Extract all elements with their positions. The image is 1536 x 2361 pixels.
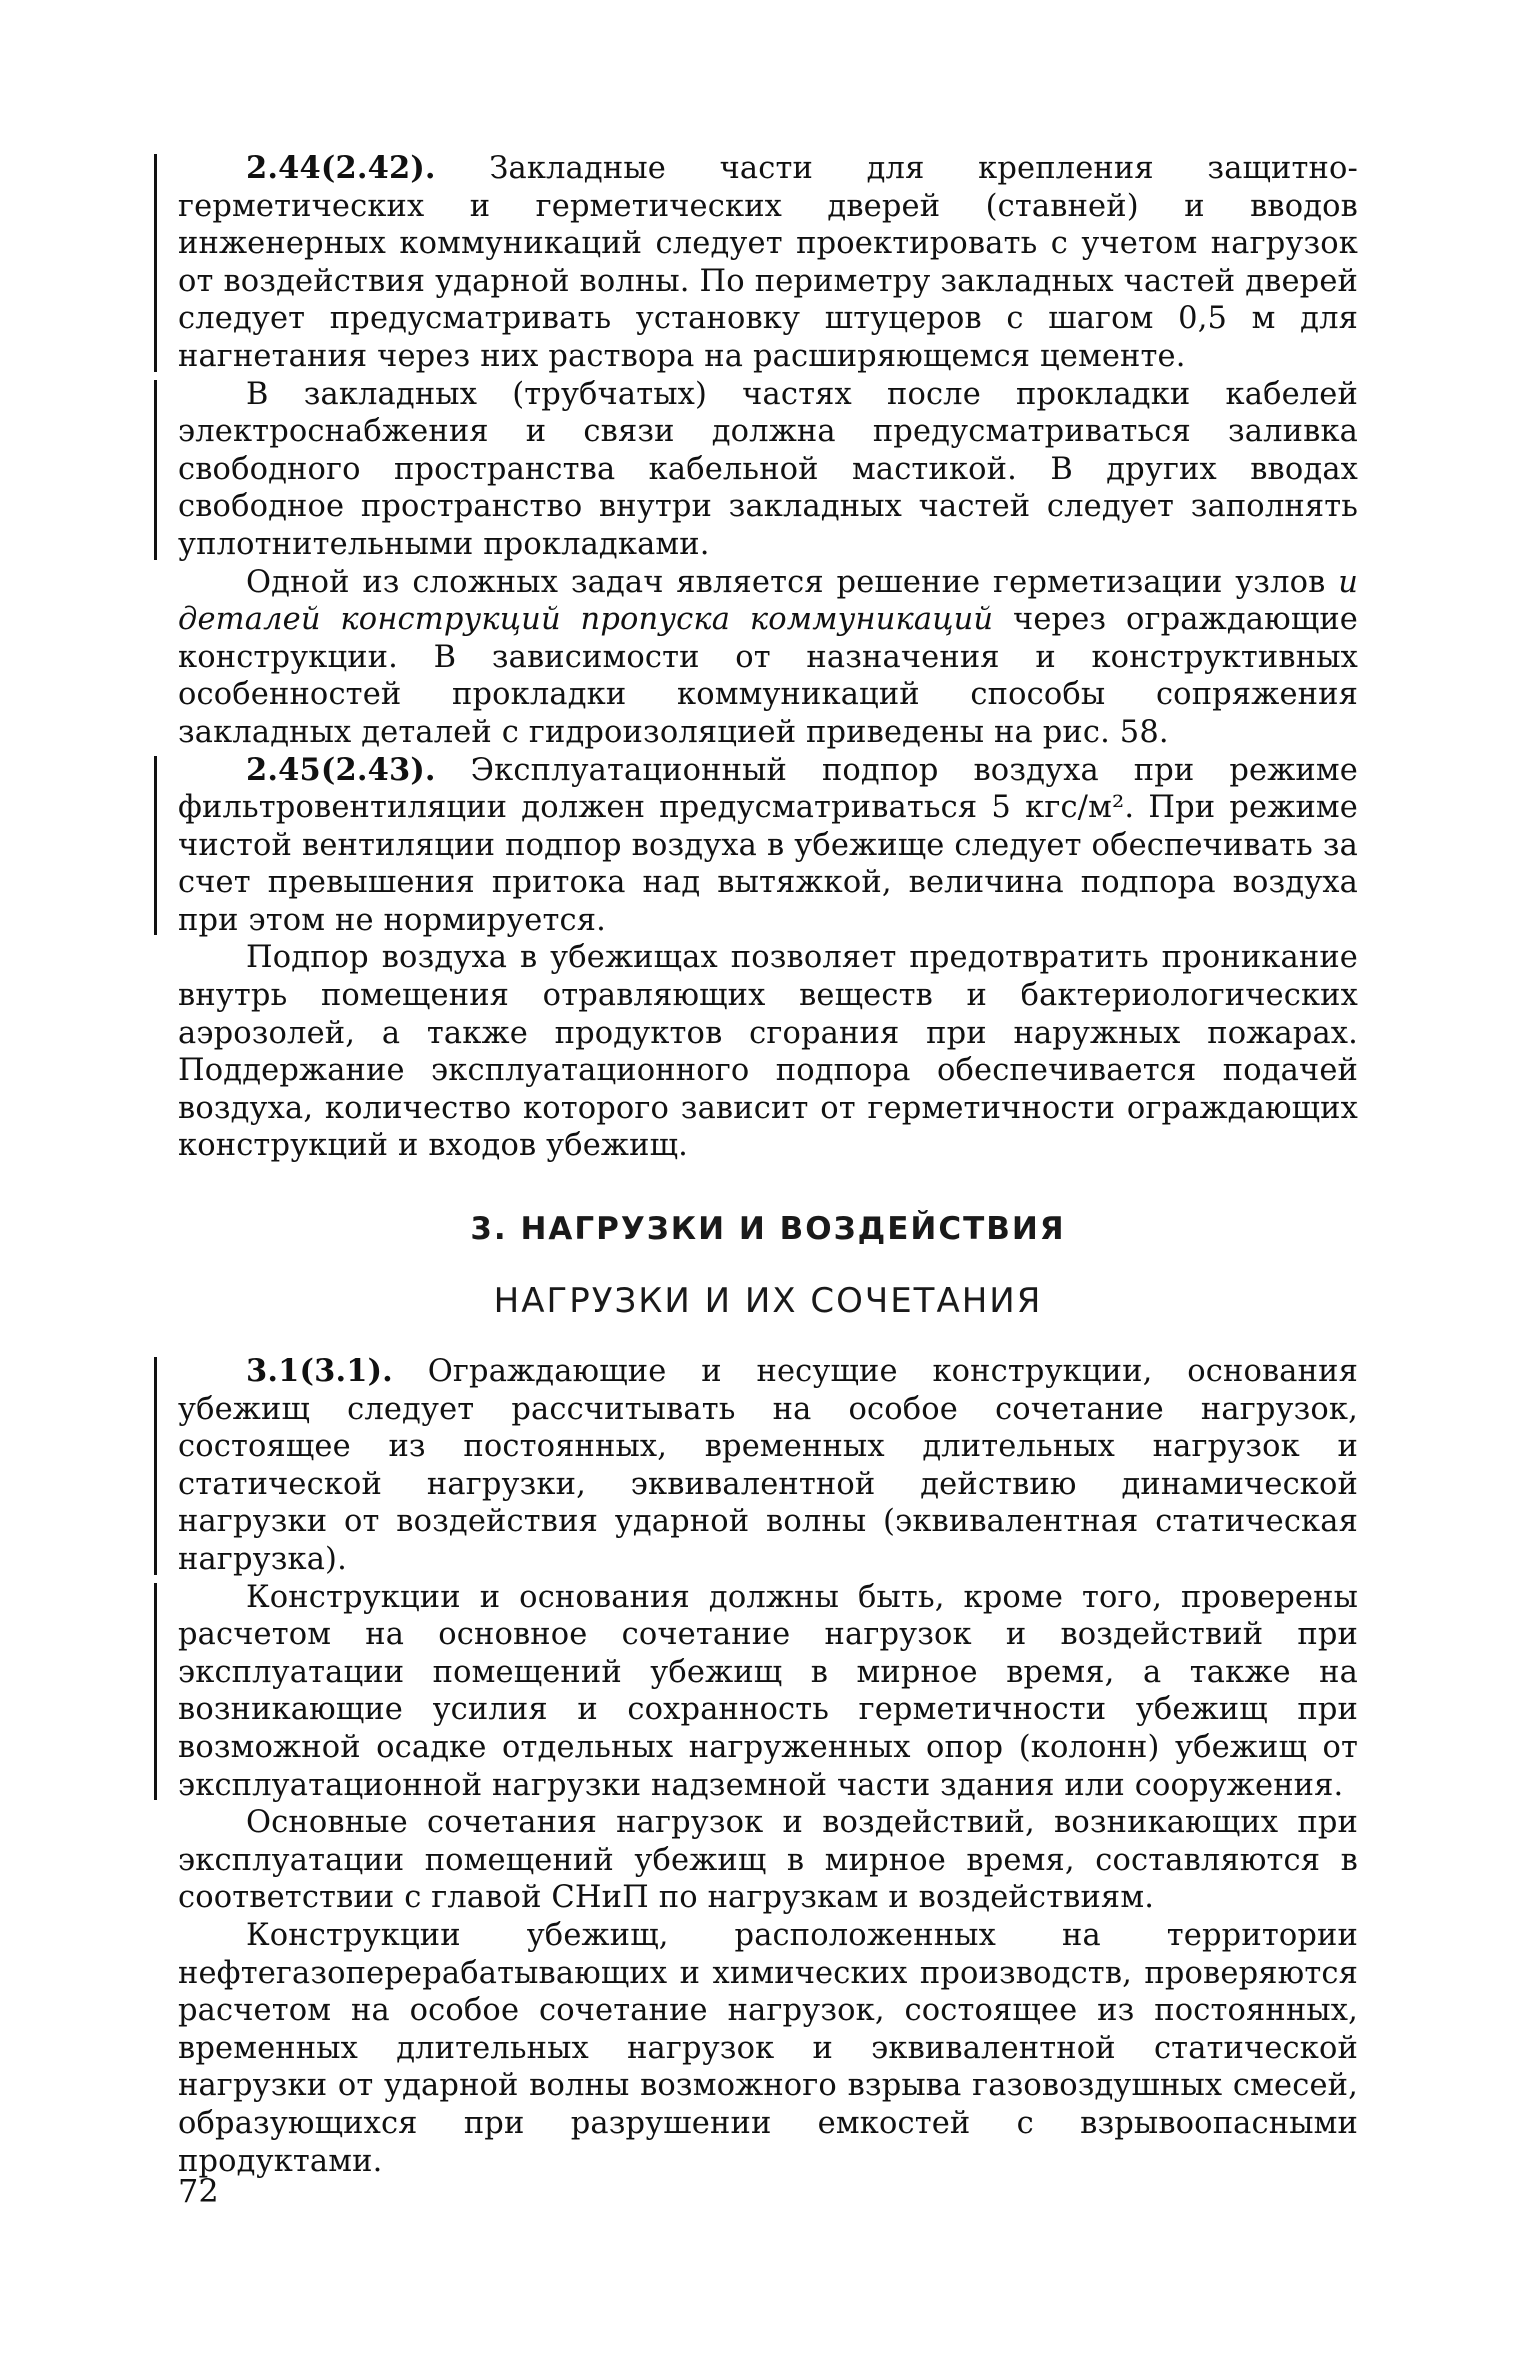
paragraph-3-1: [178, 1353, 1358, 1579]
paragraph-text: Ограждающие и несущие конструкции, основания убежищ следует рассчитывать на особое сочетание нагрузок, состоящее из постоянных, временных длительных нагрузок и статической нагрузки, эквивалентной действию динамической нагрузки от воздействия ударной волны (эквивалентная статическая нагрузка).: [178, 1354, 1358, 1577]
page-body: [178, 150, 1358, 2180]
section-heading: 3. НАГРУЗКИ И ВОЗДЕЙСТВИЯ: [470, 1211, 1066, 1248]
paragraph-text-start: Одной из сложных задач является решение герметизации узлов: [246, 564, 1326, 600]
clause-number: 3.1(3.1).: [246, 1353, 393, 1390]
paragraph-text: Подпор воздуха в убежищах позволяет предотвратить проникание внутрь помещения отравляющих веществ и бактериологических аэрозолей, а также продуктов сгорания при наружных пожарах. Поддержание эксплуатационного подпора обеспечивается подачей воздуха, количество которого зависит от герметичности ограждающих конструкций и входов убежищ.: [178, 940, 1358, 1164]
paragraph-basic-combinations: [178, 1804, 1358, 1917]
paragraph-text: Конструкции и основания должны быть, кроме того, проверены расчетом на основное сочетание нагрузок и воздействий при эксплуатации помещений убежищ в мирное время, а также на возникающие усилия и сохранность герметичности убежищ при возможной осадке отдельных нагруженных опор (колонн) убежищ от эксплуатационной нагрузки надземной части здания или сооружения.: [178, 1579, 1358, 1803]
paragraph-air-pressure: [178, 939, 1358, 1165]
paragraph-text: В закладных (трубчатых) частях после прокладки кабелей электроснабжения и связи должна предусматриваться заливка свободного пространства кабельной мастикой. В других вводах свободное пространство внутри закладных частей следует заполнять уплотнительными прокладками.: [178, 376, 1358, 562]
paragraph-sealing-nodes: [178, 564, 1358, 752]
paragraph-text: Основные сочетания нагрузок и воздействий, возникающих при эксплуатации помещений убежищ в мирное время, составляются в соответствии с главой СНиП по нагрузкам и воздействиям.: [178, 1805, 1358, 1916]
page-number: 72: [178, 2172, 219, 2210]
paragraph-2-44: [178, 150, 1358, 376]
clause-number: 2.44(2.42).: [246, 150, 436, 186]
paragraph-text-italic: и деталей конструкций пропуска коммуникаций: [178, 564, 1358, 638]
paragraph-text: Закладные части для крепления защитно-герметических и герметических дверей (ставней) и вводов инженерных коммуникаций следует проектировать с учетом нагрузок от воздействия ударной волны. По периметру закладных частей дверей следует предусматривать установку штуцеров с шагом 0,5 м для нагнетания через них раствора на расширяющемся цементе.: [178, 151, 1358, 374]
subsection-heading: НАГРУЗКИ И ИХ СОЧЕТАНИЯ: [493, 1281, 1043, 1322]
paragraph-oil-gas: [178, 1917, 1358, 2180]
clause-number: 2.45(2.43).: [246, 751, 436, 788]
paragraph-text-end: через ограждающие конструкции. В зависимости от назначения и конструктивных особенностей прокладки коммуникаций способы сопряжения закладных деталей с гидроизоляцией приведены на рис. 58.: [178, 602, 1359, 750]
paragraph-text: Конструкции убежищ, расположенных на территории нефтегазоперерабатывающих и химических производств, проверяются расчетом на особое сочетание нагрузок, состоящее из постоянных, временных длительных нагрузок и эквивалентной статической нагрузки от ударной волны возможного взрыва газовоздушных смесей, образующихся при разрушении емкостей с взрывоопасными продуктами.: [178, 1917, 1358, 2179]
paragraph-2-45: [178, 752, 1358, 940]
paragraph-verification: [178, 1579, 1358, 1805]
paragraph-text: Эксплуатационный подпор воздуха при режиме фильтровентиляции должен предусматриваться 5 кгс/м². При режиме чистой вентиляции подпор воздуха в убежище следует обеспечивать за счет превышения притока над вытяжкой, величина подпора воздуха при этом не нормируется.: [178, 752, 1358, 938]
paragraph-cable-sealing: [178, 376, 1358, 564]
